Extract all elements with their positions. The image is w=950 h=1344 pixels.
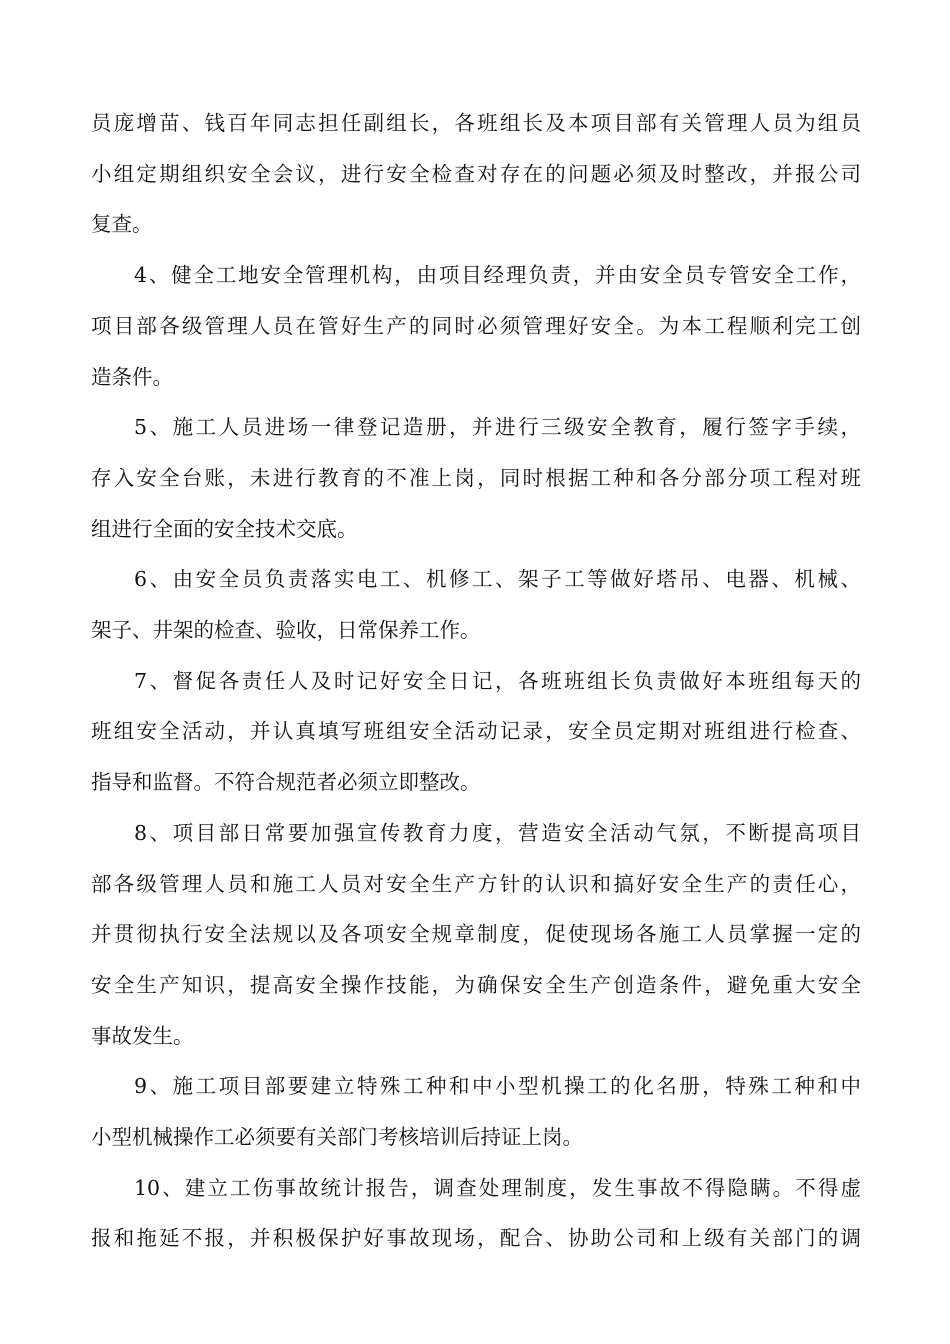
text-line: 复查。 — [91, 212, 153, 237]
text-line: 造条件。 — [91, 364, 173, 389]
text-line: 10、建立工伤事故统计报告，调查处理制度，发生事故不得隐瞒。不得虚 — [134, 1175, 861, 1200]
text-line: 班组安全活动，并认真填写班组安全活动记录，安全员定期对班组进行检查、 — [91, 719, 861, 744]
text-line: 员庞增苗、钱百年同志担任副组长，各班组长及本项目部有关管理人员为组员 — [91, 111, 861, 135]
text-line: 7、督促各责任人及时记好安全日记，各班班组长负责做好本班组每天的 — [134, 668, 861, 693]
text-line: 5、施工人员进场一律登记造册，并进行三级安全教育，履行签字手续， — [134, 415, 861, 440]
text-line: 安全生产知识，提高安全操作技能，为确保安全生产创造条件，避免重大安全 — [91, 972, 861, 997]
text-line: 小型机械操作工必须要有关部门考核培训后持证上岗。 — [91, 1125, 583, 1150]
text-line: 存入安全台账，未进行教育的不准上岗，同时根据工种和各分部分项工程对班 — [91, 465, 861, 490]
text-line: 组进行全面的安全技术交底。 — [91, 516, 358, 541]
document-body — [91, 98, 861, 1264]
text-line: 小组定期组织安全会议，进行安全检查对存在的问题必须及时整改，并报公司 — [91, 161, 861, 186]
paragraph-item-10 — [91, 1163, 861, 1264]
paragraph-item-6 — [91, 554, 861, 655]
text-line: 9、施工项目部要建立特殊工种和中小型机操工的化名册，特殊工种和中 — [134, 1074, 861, 1099]
paragraph-item-7 — [91, 656, 861, 808]
paragraph-item-8 — [91, 808, 861, 1062]
text-line: 架子、井架的检查、验收，日常保养工作。 — [91, 618, 481, 643]
text-line: 事故发生。 — [91, 1023, 194, 1048]
paragraph-item-4 — [91, 250, 861, 402]
text-line: 4、健全工地安全管理机构，由项目经理负责，并由安全员专管安全工作， — [134, 263, 861, 288]
text-line: 部各级管理人员和施工人员对安全生产方针的认识和搞好安全生产的责任心， — [91, 871, 861, 896]
text-line: 6、由安全员负责落实电工、机修工、架子工等做好塔吊、电器、机械、 — [134, 567, 861, 592]
text-line: 指导和监督。不符合规范者必须立即整改。 — [91, 770, 481, 795]
paragraph-item-9 — [91, 1061, 861, 1162]
text-line: 项目部各级管理人员在管好生产的同时必须管理好安全。为本工程顺利完工创 — [91, 313, 861, 338]
text-line: 8、项目部日常要加强宣传教育力度，营造安全活动气氛，不断提高项目 — [134, 820, 861, 845]
paragraph-item-5 — [91, 402, 861, 554]
paragraph-continuation — [91, 98, 861, 250]
text-line: 报和拖延不报，并积极保护好事故现场，配合、协助公司和上级有关部门的调 — [91, 1226, 861, 1251]
text-line: 并贯彻执行安全法规以及各项安全规章制度，促使现场各施工人员掌握一定的 — [91, 922, 861, 947]
